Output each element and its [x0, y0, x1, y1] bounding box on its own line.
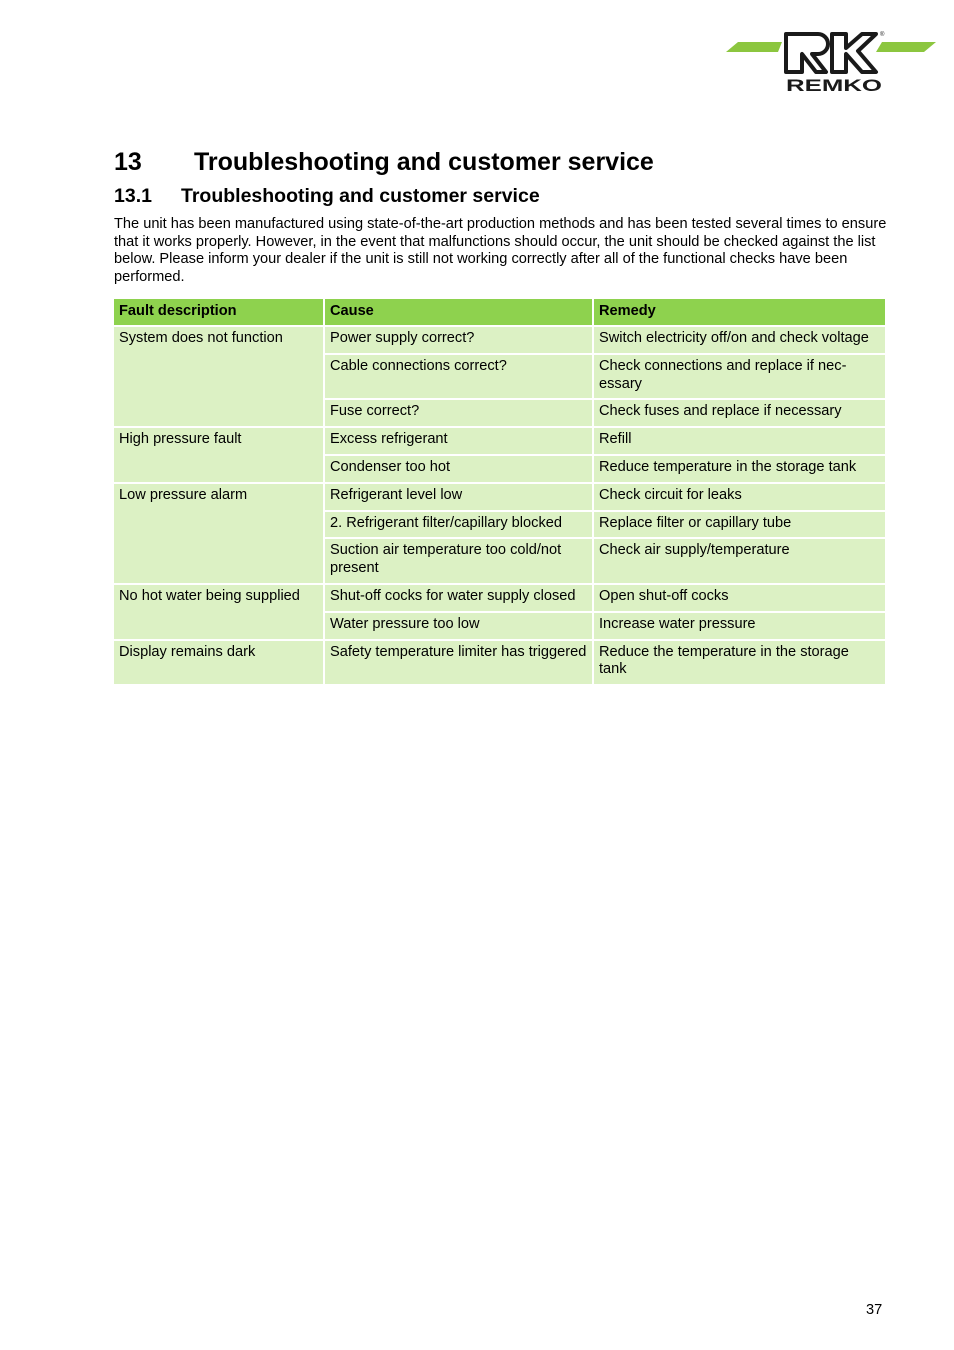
cause-cell: Excess refrigerant: [325, 428, 592, 454]
section-number: 13: [114, 148, 142, 176]
table-row: [114, 327, 885, 353]
cause-cell: Condenser too hot: [325, 456, 592, 482]
subsection-number: 13.1: [114, 185, 152, 207]
table-body: [114, 327, 885, 684]
cause-cell: Cable connections correct?: [325, 355, 592, 399]
fault-description-cell: No hot water being supplied: [114, 585, 323, 639]
remedy-cell: Check air supply/temperature: [594, 539, 885, 583]
header-cause: Cause: [325, 299, 592, 325]
remedy-cell: Check fuses and replace if necessary: [594, 400, 885, 426]
remko-logo: [724, 28, 936, 94]
page-number: 37: [866, 1302, 883, 1318]
logo-wordmark: REMKO: [786, 76, 882, 94]
remedy-cell: Increase water pressure: [594, 613, 885, 639]
troubleshooting-table: [112, 297, 887, 686]
logo-k-glyph: [832, 34, 876, 72]
remedy-cell: Replace filter or capillary tube: [594, 512, 885, 538]
subsection-heading: [114, 183, 540, 209]
registered-mark: ®: [880, 32, 885, 38]
section-heading: [114, 146, 654, 178]
cause-cell: Shut-off cocks for water supply closed: [325, 585, 592, 611]
intro-paragraph: The unit has been manufactured using state-of-the-art production methods and has been tested several times to ensure that it works properly. However, in the event that malfunctions should occur, the unit should be checked against the list below. Please inform your dealer if the unit is still not working correctly after all of the functional checks have been performed.: [114, 216, 887, 285]
fault-description-cell: Low pressure alarm: [114, 484, 323, 583]
remedy-cell: Refill: [594, 428, 885, 454]
logo-left-stripe: [726, 42, 782, 52]
header-remedy: Remedy: [594, 299, 885, 325]
cause-cell: Refrigerant level low: [325, 484, 592, 510]
table-row: [114, 428, 885, 454]
cause-cell: 2. Refrigerant filter/capillary blocked: [325, 512, 592, 538]
cause-cell: Suction air temperature too cold/not present: [325, 539, 592, 583]
cause-cell: Water pressure too low: [325, 613, 592, 639]
remedy-cell: Open shut-off cocks: [594, 585, 885, 611]
subsection-title: Troubleshooting and customer service: [181, 185, 540, 207]
table-header-row: [114, 299, 885, 325]
table-row: [114, 484, 885, 510]
remko-logo-mark: [724, 28, 936, 94]
remedy-cell: Check circuit for leaks: [594, 484, 885, 510]
logo-r-glyph: [786, 34, 828, 72]
cause-cell: Power supply correct?: [325, 327, 592, 353]
cause-cell: Safety temperature limiter has triggered: [325, 641, 592, 685]
remedy-cell: Reduce temperature in the storage tank: [594, 456, 885, 482]
section-title: Troubleshooting and customer service: [194, 148, 654, 176]
fault-description-cell: Display remains dark: [114, 641, 323, 685]
table-row: [114, 641, 885, 685]
remedy-cell: Switch electricity off/on and check voltage: [594, 327, 885, 353]
remedy-cell: Reduce the temperature in the storage tank: [594, 641, 885, 685]
cause-cell: Fuse correct?: [325, 400, 592, 426]
logo-right-stripe: [876, 42, 936, 52]
fault-description-cell: System does not function: [114, 327, 323, 426]
fault-description-cell: High pressure fault: [114, 428, 323, 482]
header-fault-description: Fault description: [114, 299, 323, 325]
remedy-cell: Check connections and replace if necessary: [594, 355, 885, 399]
table-row: [114, 585, 885, 611]
